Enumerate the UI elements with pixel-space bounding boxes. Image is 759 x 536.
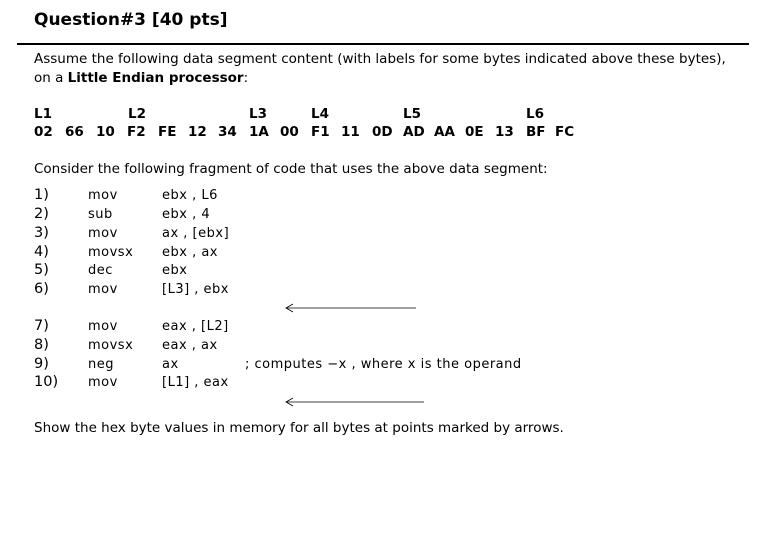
label-l3: L3 xyxy=(249,106,267,122)
byte: FC xyxy=(555,124,575,140)
operands: [L3] , ebx xyxy=(162,282,229,297)
code-comment: ; computes −x , where x is the operand xyxy=(245,357,522,372)
final-instruction: Show the hex byte values in memory for all bytes at points marked by arrows. xyxy=(34,420,564,436)
line-number: 10) xyxy=(34,374,59,390)
consider-text: Consider the following fragment of code that uses the above data segment: xyxy=(34,161,548,177)
byte: 12 xyxy=(188,124,207,140)
byte: 00 xyxy=(280,124,299,140)
label-l6: L6 xyxy=(526,106,544,122)
intro-end: : xyxy=(243,70,249,86)
byte: 1A xyxy=(249,124,269,140)
label-l1: L1 xyxy=(34,106,52,122)
operands: ebx , 4 xyxy=(162,207,211,222)
line-number: 6) xyxy=(34,281,49,297)
operands: eax , [L2] xyxy=(162,319,229,334)
byte: BF xyxy=(526,124,546,140)
intro-paragraph xyxy=(34,50,744,88)
line-number: 8) xyxy=(34,337,49,353)
opcode: movsx xyxy=(88,245,134,260)
byte: F1 xyxy=(311,124,330,140)
byte: 0D xyxy=(372,124,393,140)
operands: ebx , L6 xyxy=(162,188,218,203)
opcode: sub xyxy=(88,207,113,222)
byte: 13 xyxy=(495,124,514,140)
line-number: 1) xyxy=(34,187,49,203)
opcode: mov xyxy=(88,282,118,297)
line-number: 9) xyxy=(34,356,49,372)
opcode: mov xyxy=(88,375,118,390)
byte: AD xyxy=(403,124,425,140)
label-l4: L4 xyxy=(311,106,329,122)
byte: 34 xyxy=(218,124,237,140)
opcode: mov xyxy=(88,226,118,241)
operands: ax , [ebx] xyxy=(162,226,230,241)
operands: eax , ax xyxy=(162,338,218,353)
line-number: 3) xyxy=(34,225,49,241)
byte: 11 xyxy=(341,124,360,140)
line-number: 2) xyxy=(34,206,49,222)
title-rule xyxy=(17,43,749,45)
byte: 02 xyxy=(34,124,53,140)
line-number: 7) xyxy=(34,318,49,334)
label-l2: L2 xyxy=(128,106,146,122)
opcode: dec xyxy=(88,263,113,278)
byte: FE xyxy=(158,124,177,140)
byte: 66 xyxy=(65,124,84,140)
left-arrow-icon xyxy=(284,397,426,407)
intro-text: Assume the following data segment content (with labels for some bytes indicated above these bytes), on a xyxy=(34,51,726,86)
left-arrow-icon xyxy=(284,303,418,313)
operands: ax xyxy=(162,357,179,372)
byte: AA xyxy=(434,124,455,140)
question-title: Question#3 [40 pts] xyxy=(34,10,228,30)
byte: 10 xyxy=(96,124,115,140)
opcode: mov xyxy=(88,188,118,203)
operands: ebx , ax xyxy=(162,245,218,260)
operands: [L1] , eax xyxy=(162,375,229,390)
opcode: mov xyxy=(88,319,118,334)
line-number: 5) xyxy=(34,262,49,278)
label-l5: L5 xyxy=(403,106,421,122)
line-number: 4) xyxy=(34,244,49,260)
opcode: neg xyxy=(88,357,114,372)
opcode: movsx xyxy=(88,338,134,353)
intro-bold: Little Endian processor xyxy=(67,70,244,86)
operands: ebx xyxy=(162,263,188,278)
byte: F2 xyxy=(127,124,146,140)
byte: 0E xyxy=(465,124,484,140)
